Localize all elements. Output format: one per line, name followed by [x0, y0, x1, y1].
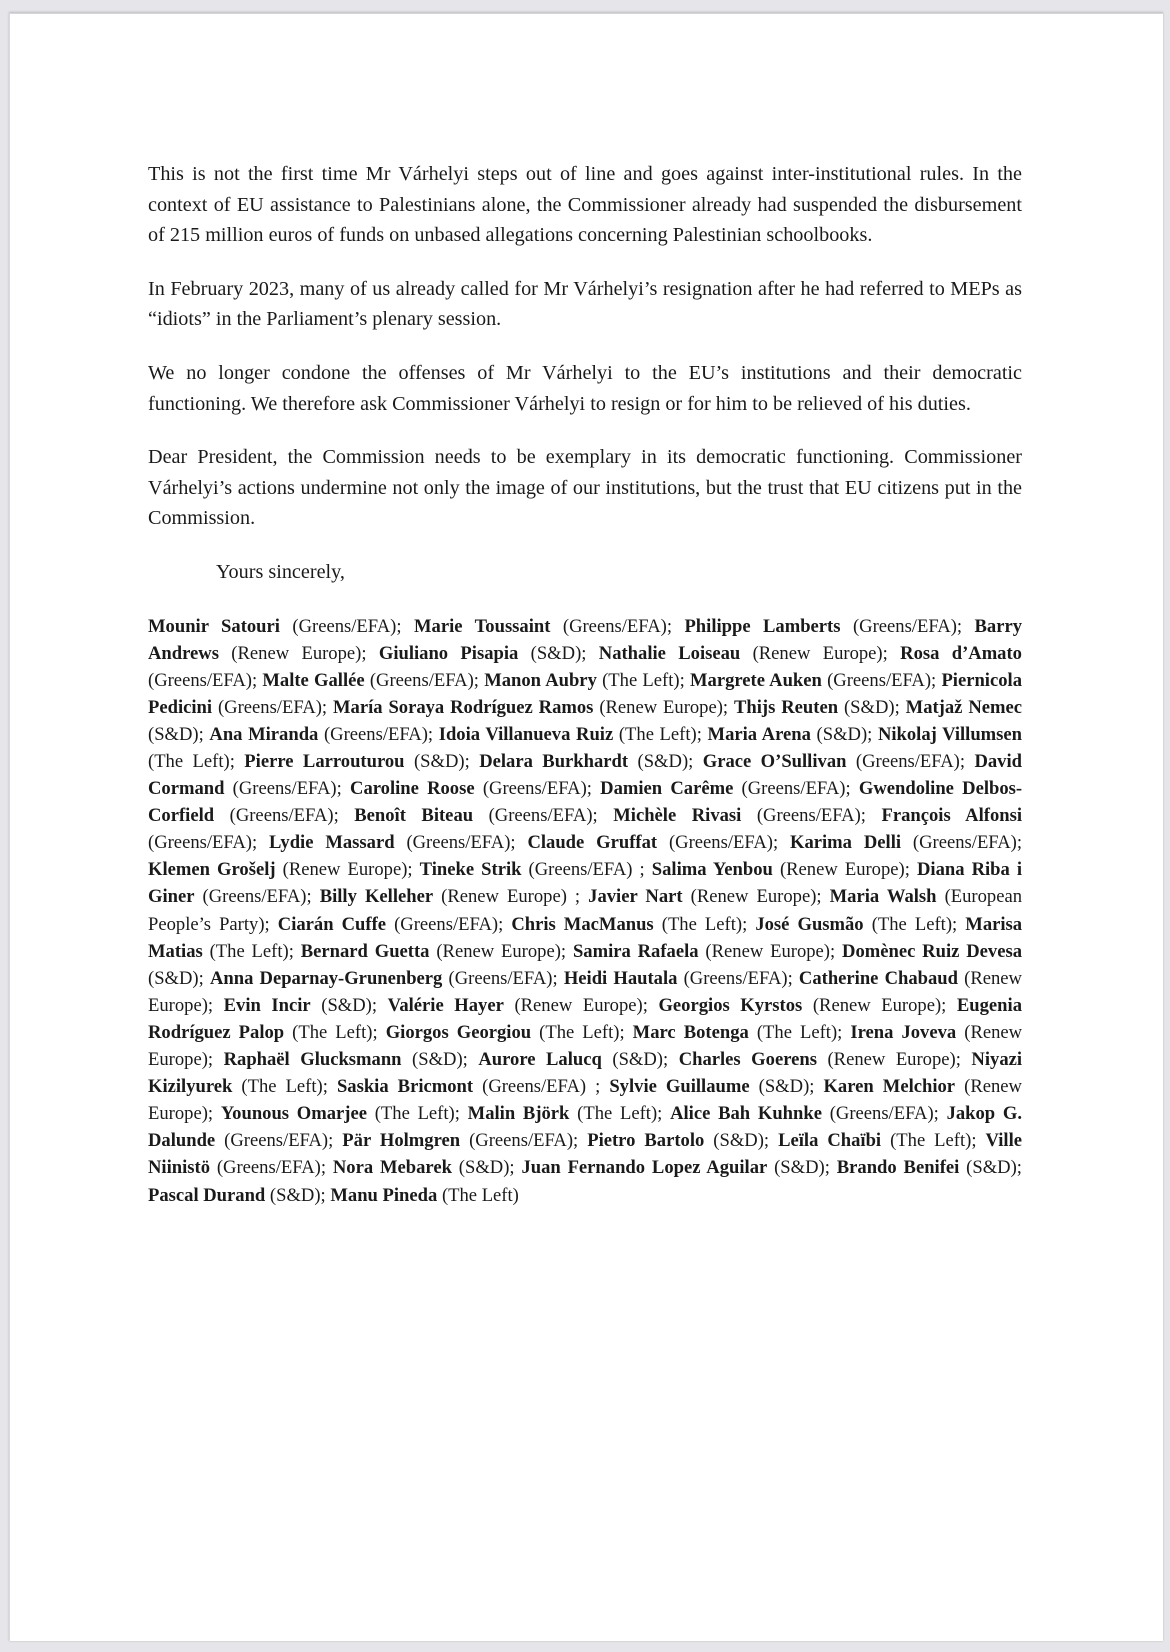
signatory-group: (Greens/EFA);	[229, 805, 339, 827]
signatory-group: (Greens/EFA);	[829, 1103, 939, 1125]
signatory-name: José Gusmão	[755, 913, 864, 935]
signatory-name: Catherine Chabaud	[798, 967, 958, 989]
signatory	[224, 995, 377, 1016]
signatory-group: (The Left);	[241, 1076, 328, 1098]
signatory-name: Chris MacManus	[511, 913, 654, 935]
signatory-name: Eugenia Rodríguez Palop	[148, 994, 1022, 1043]
signatory-name: Marc Botenga	[632, 1021, 749, 1043]
signatory-name: Maria Walsh	[829, 886, 937, 908]
signatory-name: Alice Bah Kuhnke	[670, 1103, 822, 1125]
signatory-name: Raphaël Glucksmann	[223, 1049, 402, 1071]
signatory-group: (S&D);	[612, 1049, 669, 1071]
signatory-group: (Greens/EFA);	[668, 832, 779, 854]
signatory	[439, 724, 702, 745]
paragraph-previous-misconduct: This is not the first time Mr Várhelyi steps out of line and goes against inter-institutional rules. In the context of EU assistance to Palestinians alone, the Commissioner already had suspended the disbursement of 215 million euros of funds on unbased allegations concerning Palestinian schoolbooks.	[148, 163, 1022, 247]
signatory-group: (S&D);	[148, 723, 204, 745]
signatory-name: Rosa d’Amato	[900, 642, 1022, 664]
signatory-group: (S&D);	[816, 723, 873, 745]
signatory-group: (Renew Europe);	[148, 1021, 1023, 1071]
signatory-name: Marie Toussaint	[413, 615, 551, 637]
signatory-name: Juan Fernando Lopez Aguilar	[521, 1157, 768, 1179]
signatory	[609, 1076, 814, 1097]
signatory-name: Nathalie Loiseau	[598, 642, 741, 664]
signatory-group: (Greens/EFA);	[683, 967, 793, 989]
signatory-name: Pietro Bartolo	[587, 1130, 705, 1152]
signatory-name: Idoia Villanueva Ruiz	[438, 723, 614, 745]
signatory-name: Saskia Bricmont	[336, 1076, 474, 1098]
signatory	[420, 859, 645, 880]
signatory	[633, 1022, 843, 1043]
paragraph-resignation-call: In February 2023, many of us already called for Mr Várhelyi’s resignation after he had referred to MEPs as “idiots” in the Parliament’s plenary session.	[148, 277, 1022, 331]
signatory-group: (Greens/EFA);	[216, 1157, 326, 1179]
signatory-name: Charles Goerens	[678, 1049, 817, 1071]
signatory	[244, 751, 469, 772]
signatory-group: (The Left);	[756, 1021, 843, 1043]
signatory-name: David Cormand	[148, 751, 1022, 800]
signatory-name: Matjaž Nemec	[905, 696, 1022, 718]
signatory	[679, 1049, 961, 1070]
signatory-name: Pierre Larrouturou	[244, 751, 405, 772]
signatory	[386, 1022, 625, 1043]
signatory-name: Pär Holmgren	[342, 1130, 461, 1152]
signatory-group: (Greens/EFA);	[912, 832, 1023, 854]
signatory-group: (Greens/EFA);	[148, 832, 258, 854]
signatory-group: (S&D);	[269, 1184, 326, 1206]
signatory-group: (S&D);	[713, 1130, 770, 1152]
signatory-name: Georgios Kyrstos	[658, 994, 803, 1016]
signatory-group: (Greens/EFA);	[855, 751, 966, 772]
signatory-group: (Greens/EFA);	[224, 1130, 334, 1152]
signatory-group: (Greens/EFA);	[488, 805, 598, 827]
signatory	[734, 697, 900, 718]
signatory	[670, 1103, 939, 1124]
signatory-name: Malin Björk	[467, 1103, 570, 1125]
signatory	[511, 914, 747, 935]
signatory-group: (S&D);	[321, 994, 378, 1016]
signatory-group: (Greens/EFA);	[232, 778, 342, 800]
signatory	[479, 751, 693, 772]
signatory-group: (Greens/EFA);	[369, 669, 479, 691]
signatory-group: (Greens/EFA);	[756, 805, 866, 827]
signatory	[468, 1103, 663, 1124]
signatory	[478, 1049, 668, 1070]
signatory-name: Damien Carême	[600, 778, 734, 800]
signatory	[708, 724, 873, 745]
signatory-group: (S&D);	[458, 1157, 515, 1179]
signatory-name: Samira Rafaela	[572, 940, 699, 962]
signatory-name: Jakop G. Dalunde	[148, 1103, 1023, 1152]
signatory-name: Bernard Guetta	[300, 940, 430, 962]
signatory-group: (Renew Europe);	[148, 1076, 1022, 1125]
signatory-group: (The Left);	[890, 1130, 977, 1152]
signatory-group: (Renew Europe);	[705, 940, 836, 962]
signatory-name: Tineke Strik	[419, 859, 522, 881]
signatory	[414, 616, 672, 637]
signatory-group: (Renew Europe);	[690, 886, 822, 908]
signatory-name: François Alfonsi	[881, 805, 1022, 827]
signatory	[703, 751, 965, 772]
signatory-group: (Renew Europe);	[812, 994, 947, 1016]
signatory-group: (Greens/EFA);	[148, 669, 258, 691]
signatory-group: (Greens/EFA);	[852, 615, 963, 637]
signatory	[755, 914, 957, 935]
signatory-name: Piernicola Pedicini	[148, 669, 1022, 718]
signatory-name: Nikolaj Villumsen	[877, 723, 1023, 745]
signatory	[587, 1130, 769, 1151]
signatory-name: Philippe Lamberts	[684, 615, 841, 637]
signatory	[790, 832, 1022, 853]
signatory-name: Caroline Roose	[350, 778, 475, 800]
signatory-group: (Greens/EFA);	[406, 832, 516, 854]
signatory-name: Gwendoline Delbos-Corfield	[148, 778, 1023, 827]
signatory-name: Valérie Hayer	[387, 994, 504, 1016]
signatory-name: Diana Riba i Giner	[148, 859, 1023, 908]
signatory-group: (Renew Europe);	[752, 642, 888, 664]
signatory-group: (Renew Europe);	[231, 642, 367, 664]
signatory-name: Delara Burkhardt	[479, 751, 629, 772]
signatory-group: (Greens/EFA);	[323, 723, 434, 745]
signatory	[278, 914, 503, 935]
signatory-group: (The Left);	[661, 913, 748, 935]
signatory	[354, 805, 597, 826]
signatory-name: Anna Deparnay-Grunenberg	[209, 967, 443, 989]
signatory-group: (The Left);	[209, 940, 294, 962]
signatory-name: Benoît Biteau	[354, 805, 474, 827]
signatory-name: Salima Yenbou	[651, 859, 773, 881]
paragraph-conclusion: Dear President, the Commission needs to be exemplary in its democratic functioning. Commissioner Várhelyi’s actions undermine not only the image of our institutions, but the trust that EU citizens put in the Commission.	[148, 446, 1022, 530]
signatory-group: (S&D);	[966, 1157, 1022, 1179]
signatory-name: Giuliano Pisapia	[378, 642, 519, 664]
signatory-group: (S&D);	[530, 642, 587, 664]
signatory-name: Grace O’Sullivan	[702, 751, 847, 772]
signatory	[342, 1130, 578, 1151]
signatory-group: (Greens/EFA);	[217, 696, 328, 718]
signatory-group: (Renew Europe) ;	[441, 886, 581, 908]
signatory-group: (The Left)	[441, 1184, 519, 1206]
signatory-group: (Greens/EFA);	[827, 669, 937, 691]
document-page	[9, 12, 1163, 1641]
signatory-group: (S&D);	[148, 967, 204, 989]
signatory-name: Irena Joveva	[850, 1021, 957, 1043]
signatory-group: (European People’s Party);	[148, 886, 1022, 935]
signatory-name: Marisa Matias	[148, 913, 1023, 962]
signatory	[837, 1157, 1022, 1178]
signatory-group: (The Left);	[871, 913, 958, 935]
signatory-name: Klemen Grošelj	[148, 859, 276, 881]
signatory-group: (Renew Europe);	[148, 967, 1022, 1016]
signatory-name: Billy Kelleher	[319, 886, 434, 908]
signatory-group: (Renew Europe);	[436, 940, 567, 962]
signatories-list	[148, 613, 1022, 1209]
signatory	[209, 724, 433, 745]
signatory	[148, 1185, 326, 1206]
signatory-group: (Greens/EFA);	[562, 615, 672, 637]
signatory-name: Niyazi Kizilyurek	[148, 1049, 1023, 1098]
signatory	[658, 995, 946, 1016]
signatory-group: (Greens/EFA);	[741, 778, 851, 800]
signatory	[588, 886, 821, 907]
signatory-name: Manon Aubry	[484, 669, 597, 691]
signatory	[301, 941, 566, 962]
signatory	[521, 1157, 829, 1178]
signatory	[778, 1130, 976, 1151]
signatory	[350, 778, 592, 799]
signatory	[652, 859, 910, 880]
signatory-group: (Renew Europe);	[514, 994, 648, 1016]
signatory-name: Barry Andrews	[148, 615, 1023, 664]
signatory-group: (S&D);	[758, 1076, 815, 1098]
signatory-group: (The Left);	[148, 751, 235, 772]
signatory-group: (Renew Europe);	[599, 696, 729, 718]
signatory	[224, 1049, 468, 1070]
signatory-group: (Renew Europe);	[827, 1049, 961, 1071]
signatory-group: (The Left);	[618, 723, 702, 745]
signatory-name: Karima Delli	[790, 832, 902, 854]
signatory-name: Michèle Rivasi	[613, 805, 742, 827]
signatory-name: Pascal Durand	[148, 1184, 266, 1206]
signatory-name: Maria Arena	[707, 723, 811, 745]
signatory-name: Evin Incir	[223, 994, 311, 1016]
signatory	[210, 968, 558, 989]
signatory-name: Karen Melchior	[823, 1076, 956, 1098]
signatory	[684, 616, 962, 637]
signatory	[320, 886, 580, 907]
signatory	[564, 968, 793, 989]
signatory-group: (Greens/EFA);	[482, 778, 592, 800]
signatory	[613, 805, 866, 826]
signatory-group: (Greens/EFA);	[202, 886, 312, 908]
signatory-group: (S&D);	[412, 1049, 468, 1071]
signatory-group: (S&D);	[843, 696, 900, 718]
signatory-name: Thijs Reuten	[734, 696, 839, 718]
signatory-group: (The Left);	[539, 1021, 625, 1043]
signatory-name: Younous Omarjee	[220, 1103, 367, 1125]
signatory-group: (Renew Europe);	[779, 859, 910, 881]
signatory-group: (Greens/EFA);	[394, 913, 504, 935]
signatory	[330, 1185, 519, 1206]
signatory-group: (Greens/EFA) ;	[528, 859, 645, 881]
signatory	[599, 643, 888, 664]
signatory-name: Mounir Satouri	[148, 615, 280, 637]
signatory	[221, 1103, 460, 1124]
signatory-group: (The Left);	[374, 1103, 460, 1125]
signatory-name: Margrete Auken	[689, 669, 822, 691]
signatory-name: Ana Miranda	[209, 723, 319, 745]
signatory	[388, 995, 648, 1016]
signatory	[600, 778, 851, 799]
signatory-name: Aurore Lalucq	[478, 1049, 602, 1071]
signatory	[573, 941, 835, 962]
signatory-name: Domènec Ruiz Devesa	[842, 940, 1022, 962]
signatory	[484, 670, 685, 691]
signatory-group: (The Left);	[602, 669, 685, 691]
signatory-name: Heidi Hautala	[563, 967, 678, 989]
signatory	[148, 616, 402, 637]
signatory-group: (S&D);	[774, 1157, 830, 1179]
letter-body	[148, 159, 1022, 1209]
signatory	[690, 670, 936, 691]
signatory-name: Malte Gallée	[262, 669, 365, 691]
signatory-group: (S&D);	[413, 751, 470, 772]
signatory-name: Ville Niinistö	[148, 1130, 1023, 1179]
signatory-group: (Greens/EFA);	[448, 967, 558, 989]
signatory	[379, 643, 587, 664]
signatory-name: Javier Nart	[588, 886, 683, 908]
signatory-group: (The Left);	[577, 1103, 663, 1125]
signatory-group: (The Left);	[292, 1021, 378, 1043]
signatory-name: Nora Mebarek	[332, 1157, 452, 1179]
signatory-group: (Greens/EFA);	[292, 615, 402, 637]
closing-salutation: Yours sincerely,	[216, 560, 345, 583]
signatory-group: (S&D);	[637, 751, 694, 772]
signatory-group: (Greens/EFA) ;	[482, 1076, 601, 1098]
signatory-group: (Greens/EFA);	[469, 1130, 579, 1152]
signatory	[333, 697, 728, 718]
signatory-name: Leïla Chaïbi	[778, 1130, 882, 1152]
signatory-name: Sylvie Guillaume	[609, 1076, 750, 1098]
signatory-name: Claude Gruffat	[527, 832, 658, 854]
signatory	[527, 832, 778, 853]
signatory	[262, 670, 479, 691]
signatory	[333, 1157, 515, 1178]
paragraph-request: We no longer condone the offenses of Mr Várhelyi to the EU’s institutions and their democratic functioning. We therefore ask Commissioner Várhelyi to resign or for him to be relieved of his duties.	[148, 361, 1022, 415]
signatory-name: Ciarán Cuffe	[277, 913, 387, 935]
signatory-group: (Renew Europe);	[282, 859, 413, 881]
signatory-name: Brando Benifei	[836, 1157, 960, 1179]
signatory	[337, 1076, 600, 1097]
signatory	[148, 859, 413, 880]
signatory-name: María Soraya Rodríguez Ramos	[332, 696, 594, 718]
signatory	[269, 832, 516, 853]
signatory-name: Lydie Massard	[269, 832, 395, 854]
signatory-name: Manu Pineda	[330, 1184, 438, 1206]
signatory-name: Giorgos Georgiou	[385, 1021, 532, 1043]
